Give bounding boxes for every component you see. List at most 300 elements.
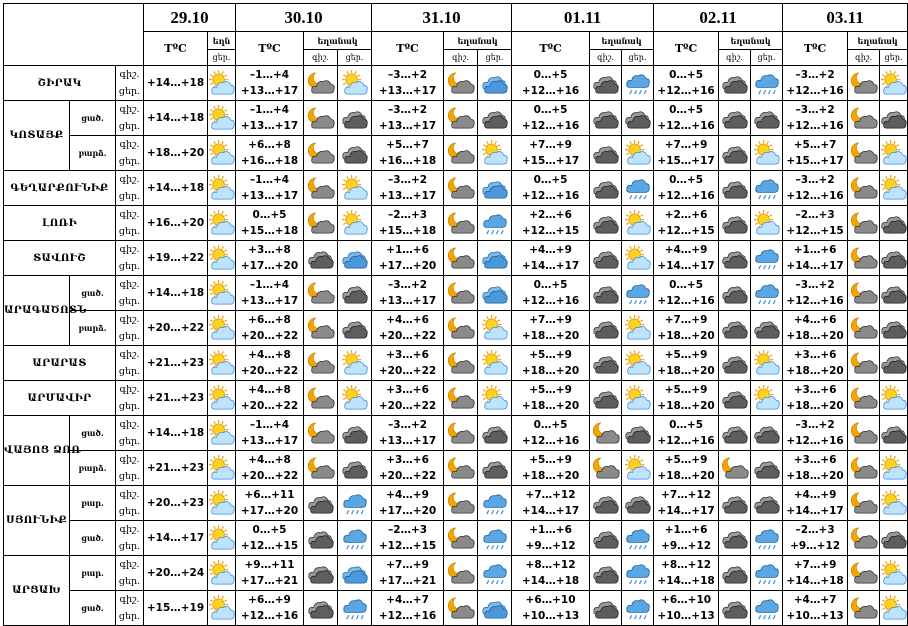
- temp-range: [512, 241, 590, 276]
- temp-range: [144, 346, 208, 381]
- temp-range: [144, 486, 208, 521]
- temp-night: –1…+4: [249, 279, 290, 291]
- weather-icon-cell: [751, 206, 783, 241]
- day-label: ցեր.: [118, 541, 141, 552]
- temp-day: +19…+22: [146, 252, 205, 264]
- weather-icon-cell: [848, 556, 880, 591]
- moon-cloud-icon: [848, 490, 879, 517]
- weather-header: եղն: [208, 32, 236, 50]
- weather-icon-cell: [208, 486, 236, 521]
- day-label: ցեր.: [118, 366, 141, 377]
- temp-day: +20…+22: [240, 330, 299, 342]
- temp-night: +6…+9: [248, 594, 291, 606]
- temp-night: –3…+2: [387, 174, 428, 186]
- cloud-dark-icon: [719, 385, 750, 412]
- region-name: ՇԻՐԱԿ: [4, 66, 116, 101]
- weather-icon-cell: [478, 276, 512, 311]
- temp-day: +18…+20: [657, 470, 715, 482]
- temp-night: +4…+9: [793, 489, 837, 501]
- weather-icon-cell: [719, 206, 751, 241]
- temp-range: [783, 381, 848, 416]
- weather-icon-cell: [590, 101, 622, 136]
- temp-night: –3…+2: [795, 69, 835, 81]
- weather-icon-cell: [478, 136, 512, 171]
- sun-cloud-icon: [880, 560, 907, 587]
- sun-cloud-icon: [751, 350, 782, 377]
- temp-day: +14…+18: [146, 427, 205, 439]
- moon-cloud-icon: [304, 140, 337, 167]
- weather-icon-cell: [444, 521, 478, 556]
- temp-night: +1…+6: [664, 524, 708, 536]
- region-row: [4, 521, 908, 556]
- weather-icon-cell: [622, 311, 654, 346]
- moon-cloud-icon: [848, 385, 879, 412]
- weather-icon-cell: [478, 486, 512, 521]
- weather-icon-cell: [208, 416, 236, 451]
- terrain-label: բար.: [70, 556, 116, 591]
- weather-icon-cell: [444, 556, 478, 591]
- weather-icon-cell: [338, 276, 372, 311]
- sun-cloud-icon: [208, 280, 235, 307]
- temp-night: +8…+12: [661, 559, 712, 571]
- temp-day: +15…+17: [786, 155, 844, 167]
- weather-icon-cell: [478, 381, 512, 416]
- temp-range: [236, 486, 304, 521]
- daypart-cell: [116, 381, 144, 416]
- sun-cloud-icon: [338, 70, 371, 97]
- region-row: [4, 101, 908, 136]
- temp-night: +5…+9: [664, 349, 708, 361]
- temp-range: [783, 311, 848, 346]
- temp-range: [512, 416, 590, 451]
- weather-icon-cell: [338, 311, 372, 346]
- weather-forecast-table: [3, 3, 908, 626]
- weather-icon-cell: [590, 136, 622, 171]
- temp-range: [144, 556, 208, 591]
- temp-range: [236, 451, 304, 486]
- moon-cloud-icon: [848, 595, 879, 622]
- temp-range: [236, 66, 304, 101]
- moon-cloud-icon: [444, 385, 477, 412]
- sun-cloud-icon: [208, 315, 235, 342]
- weather-icon-cell: [880, 136, 908, 171]
- cloud-blue-icon: [478, 280, 511, 307]
- temp-night: –1…+4: [249, 174, 290, 186]
- cloud-dark-icon: [751, 455, 782, 482]
- temp-day: +9…+12: [661, 540, 712, 552]
- temp-range: [372, 381, 444, 416]
- temp-night: –3…+2: [795, 279, 835, 291]
- weather-icon-cell: [444, 591, 478, 626]
- region-name: ԳԵՂԱՐՔՈՒՆԻՔ: [4, 171, 116, 206]
- sun-cloud-icon: [622, 385, 653, 412]
- cloud-dark-icon: [590, 525, 621, 552]
- weather-icon-cell: [880, 241, 908, 276]
- day-label: ցեր.: [751, 50, 783, 66]
- temp-night: +4…+6: [386, 314, 429, 326]
- weather-icon-cell: [478, 66, 512, 101]
- temp-range: [512, 66, 590, 101]
- moon-cloud-icon: [848, 280, 879, 307]
- weather-icon-cell: [719, 451, 751, 486]
- cloud-dark-icon: [590, 105, 621, 132]
- region-name: ԿՈՏԱՅՔ: [4, 101, 70, 171]
- temp-night: –3…+2: [387, 104, 428, 116]
- temp-day: +12…+16: [521, 120, 580, 132]
- cloud-dark-icon: [590, 280, 621, 307]
- weather-icon-cell: [880, 381, 908, 416]
- date-header: 30.10: [236, 4, 372, 32]
- night-label: գիշ.: [304, 50, 338, 66]
- weather-icon-cell: [719, 171, 751, 206]
- temp-day: +9…+12: [790, 540, 841, 552]
- cloud-dark-icon: [338, 140, 371, 167]
- weather-icon-cell: [208, 171, 236, 206]
- rain-icon: [338, 490, 371, 517]
- temp-day: +13…+17: [378, 85, 437, 97]
- sun-cloud-icon: [338, 350, 371, 377]
- temp-day: +18…+20: [786, 400, 844, 412]
- sun-cloud-icon: [880, 140, 907, 167]
- cloud-blue-icon: [478, 70, 511, 97]
- temp-day: +20…+22: [240, 365, 299, 377]
- cloud-dark-icon: [478, 105, 511, 132]
- temp-night: +1…+6: [793, 244, 837, 256]
- temp-header: TºC: [512, 32, 590, 66]
- sun-cloud-icon: [208, 175, 235, 202]
- weather-icon-cell: [622, 136, 654, 171]
- sun-cloud-icon: [751, 140, 782, 167]
- temp-day: +14…+17: [146, 532, 205, 544]
- night-label: գիշ.: [119, 489, 140, 500]
- temp-range: [144, 66, 208, 101]
- weather-icon-cell: [444, 311, 478, 346]
- weather-icon-cell: [444, 206, 478, 241]
- weather-icon-cell: [622, 416, 654, 451]
- temp-range: [236, 276, 304, 311]
- temp-day: +17…+20: [378, 260, 437, 272]
- weather-icon-cell: [590, 171, 622, 206]
- cloud-dark-icon: [719, 210, 750, 237]
- temp-range: [512, 101, 590, 136]
- temp-day: +13…+17: [240, 85, 299, 97]
- night-label: գիշ.: [119, 594, 140, 605]
- night-label: գիշ.: [119, 244, 140, 255]
- temp-night: +7…+12: [525, 489, 576, 501]
- temp-range: [654, 521, 719, 556]
- weather-icon-cell: [880, 451, 908, 486]
- region-row: [4, 206, 908, 241]
- weather-icon-cell: [590, 486, 622, 521]
- temp-range: [372, 276, 444, 311]
- temp-day: +18…+20: [521, 400, 580, 412]
- temp-night: –2…+3: [795, 524, 835, 536]
- temp-day: +12…+16: [521, 435, 580, 447]
- temp-night: +4…+7: [793, 594, 837, 606]
- moon-cloud-icon: [848, 245, 879, 272]
- day-label: ցեր.: [118, 86, 141, 97]
- terrain-label: բար.: [70, 486, 116, 521]
- cloud-dark-icon: [590, 210, 621, 237]
- night-label: գիշ.: [590, 50, 622, 66]
- temp-range: [236, 521, 304, 556]
- temp-range: [372, 66, 444, 101]
- temp-range: [144, 206, 208, 241]
- temp-range: [512, 171, 590, 206]
- weather-icon-cell: [751, 346, 783, 381]
- temp-night: –1…+4: [249, 69, 290, 81]
- rain-icon: [622, 560, 653, 587]
- cloud-dark-icon: [719, 245, 750, 272]
- temp-day: +10…+13: [521, 610, 580, 622]
- weather-icon-cell: [719, 66, 751, 101]
- night-label: գիշ.: [119, 454, 140, 465]
- cloud-blue-icon: [478, 175, 511, 202]
- moon-cloud-icon: [444, 490, 477, 517]
- cloud-dark-icon: [338, 420, 371, 447]
- moon-cloud-icon: [304, 350, 337, 377]
- weather-icon-cell: [478, 101, 512, 136]
- night-label: գիշ.: [119, 279, 140, 290]
- weather-icon-cell: [304, 556, 338, 591]
- weather-icon-cell: [719, 276, 751, 311]
- daypart-cell: [116, 521, 144, 556]
- weather-icon-cell: [880, 486, 908, 521]
- temp-day: +17…+21: [378, 575, 437, 587]
- weather-icon-cell: [719, 591, 751, 626]
- moon-cloud-icon: [848, 70, 879, 97]
- sun-cloud-icon: [622, 245, 653, 272]
- date-header: 31.10: [372, 4, 512, 32]
- moon-cloud-icon: [848, 455, 879, 482]
- cloud-dark-icon: [590, 140, 621, 167]
- temp-range: [236, 346, 304, 381]
- daypart-cell: [116, 486, 144, 521]
- temp-range: [144, 416, 208, 451]
- cloud-dark-icon: [590, 560, 621, 587]
- temp-night: 0…+5: [669, 104, 704, 116]
- weather-icon-cell: [622, 486, 654, 521]
- rain-icon: [751, 525, 782, 552]
- temp-range: [654, 66, 719, 101]
- weather-icon-cell: [751, 486, 783, 521]
- weather-icon-cell: [208, 346, 236, 381]
- weather-icon-cell: [751, 276, 783, 311]
- weather-icon-cell: [751, 66, 783, 101]
- sun-cloud-icon: [880, 385, 907, 412]
- weather-icon-cell: [880, 101, 908, 136]
- temp-range: [236, 556, 304, 591]
- weather-icon-cell: [478, 311, 512, 346]
- temp-night: +2…+6: [664, 209, 708, 221]
- temp-night: +5…+7: [386, 139, 429, 151]
- temp-day: +14…+17: [786, 505, 844, 517]
- temp-range: [144, 381, 208, 416]
- weather-icon-cell: [751, 521, 783, 556]
- weather-icon-cell: [304, 381, 338, 416]
- cloud-dark-icon: [478, 420, 511, 447]
- weather-icon-cell: [338, 381, 372, 416]
- temp-day: +15…+17: [657, 155, 715, 167]
- sun-cloud-icon: [208, 105, 235, 132]
- temp-day: +12…+16: [521, 190, 580, 202]
- region-row: [4, 416, 908, 451]
- moon-cloud-icon: [444, 70, 477, 97]
- cloud-dark-icon: [719, 105, 750, 132]
- terrain-label: ցած.: [70, 276, 116, 311]
- weather-icon-cell: [719, 381, 751, 416]
- weather-icon-cell: [208, 381, 236, 416]
- temp-day: +10…+13: [657, 610, 715, 622]
- region-name: ԱՐԱԳԱԾՈՏՆ: [4, 276, 70, 346]
- terrain-label: ցած.: [70, 521, 116, 556]
- temp-day: +20…+22: [378, 400, 437, 412]
- day-label: ցեր.: [118, 576, 141, 587]
- weather-icon-cell: [208, 206, 236, 241]
- temp-night: +5…+9: [529, 454, 572, 466]
- weather-icon-cell: [622, 241, 654, 276]
- weather-icon-cell: [880, 66, 908, 101]
- weather-icon-cell: [880, 171, 908, 206]
- weather-icon-cell: [719, 241, 751, 276]
- cloud-dark-icon: [590, 595, 621, 622]
- cloud-dark-icon: [719, 420, 750, 447]
- cloud-dark-icon: [880, 280, 907, 307]
- moon-cloud-icon: [444, 560, 477, 587]
- temp-day: +21…+23: [146, 392, 205, 404]
- temp-range: [372, 591, 444, 626]
- terrain-label: բարձ.: [70, 136, 116, 171]
- temp-range: [236, 591, 304, 626]
- weather-icon-cell: [304, 521, 338, 556]
- weather-icon-cell: [719, 521, 751, 556]
- weather-icon-cell: [208, 66, 236, 101]
- weather-icon-cell: [338, 486, 372, 521]
- temp-night: +3…+6: [386, 349, 429, 361]
- temp-day: +15…+19: [146, 602, 205, 614]
- temp-night: +5…+9: [664, 454, 708, 466]
- temp-night: –1…+4: [249, 419, 290, 431]
- temp-night: –3…+2: [795, 104, 835, 116]
- sun-cloud-icon: [208, 455, 235, 482]
- night-label: գիշ.: [119, 384, 140, 395]
- weather-icon-cell: [751, 556, 783, 591]
- temp-day: +20…+22: [378, 330, 437, 342]
- temp-range: [654, 276, 719, 311]
- day-label: ցեր.: [118, 226, 141, 237]
- weather-icon-cell: [848, 346, 880, 381]
- temp-day: +12…+16: [657, 85, 715, 97]
- cloud-dark-icon: [880, 525, 907, 552]
- weather-icon-cell: [478, 171, 512, 206]
- weather-icon-cell: [478, 346, 512, 381]
- weather-icon-cell: [848, 451, 880, 486]
- temp-range: [236, 171, 304, 206]
- sun-cloud-icon: [208, 350, 235, 377]
- cloud-dark-icon: [719, 560, 750, 587]
- moon-cloud-icon: [304, 280, 337, 307]
- day-label: ցեր.: [118, 506, 141, 517]
- rain-icon: [338, 525, 371, 552]
- weather-icon-cell: [848, 101, 880, 136]
- moon-cloud-icon: [444, 280, 477, 307]
- temp-range: [372, 346, 444, 381]
- moon-cloud-icon: [304, 210, 337, 237]
- sun-cloud-icon: [338, 385, 371, 412]
- temp-day: +14…+18: [146, 287, 205, 299]
- day-label: ցեր.: [118, 261, 141, 272]
- cloud-dark-icon: [304, 525, 337, 552]
- cloud-dark-icon: [719, 350, 750, 377]
- weather-header: եղանակ: [719, 32, 783, 50]
- temp-day: +12…+16: [657, 435, 715, 447]
- region-row: [4, 66, 908, 101]
- night-label: գիշ.: [719, 50, 751, 66]
- temp-day: +14…+17: [657, 260, 715, 272]
- corner-cell: [4, 4, 144, 66]
- weather-icon-cell: [590, 381, 622, 416]
- weather-icon-cell: [751, 171, 783, 206]
- weather-icon-cell: [338, 206, 372, 241]
- sun-cloud-icon: [880, 455, 907, 482]
- daypart-cell: [116, 136, 144, 171]
- cloud-dark-icon: [622, 420, 653, 447]
- temp-night: –1…+4: [249, 104, 290, 116]
- temp-header: TºC: [654, 32, 719, 66]
- temp-range: [512, 451, 590, 486]
- weather-icon-cell: [590, 66, 622, 101]
- weather-icon-cell: [304, 486, 338, 521]
- weather-icon-cell: [590, 416, 622, 451]
- temp-range: [512, 311, 590, 346]
- temp-day: +12…+16: [657, 295, 715, 307]
- cloud-dark-icon: [719, 70, 750, 97]
- temp-day: +12…+16: [521, 295, 580, 307]
- temp-range: [144, 521, 208, 556]
- moon-cloud-icon: [304, 455, 337, 482]
- rain-icon: [751, 595, 782, 622]
- rain-icon: [751, 560, 782, 587]
- temp-range: [144, 451, 208, 486]
- weather-header: եղանակ: [304, 32, 372, 50]
- temp-range: [512, 136, 590, 171]
- temp-range: [512, 521, 590, 556]
- temp-day: +17…+20: [378, 505, 437, 517]
- weather-icon-cell: [444, 66, 478, 101]
- weather-icon-cell: [338, 66, 372, 101]
- temp-range: [654, 486, 719, 521]
- temp-day: +13…+17: [378, 120, 437, 132]
- temp-night: +4…+9: [386, 489, 429, 501]
- temp-range: [512, 591, 590, 626]
- temp-header: TºC: [783, 32, 848, 66]
- cloud-blue-icon: [338, 560, 371, 587]
- sun-cloud-icon: [208, 70, 235, 97]
- temp-range: [236, 101, 304, 136]
- weather-icon-cell: [751, 381, 783, 416]
- weather-icon-cell: [478, 521, 512, 556]
- temp-range: [372, 556, 444, 591]
- weather-icon-cell: [444, 416, 478, 451]
- temp-day: +13…+17: [378, 295, 437, 307]
- night-label: գիշ.: [119, 174, 140, 185]
- day-label: ցեր.: [118, 401, 141, 412]
- temp-range: [783, 521, 848, 556]
- night-label: գիշ.: [444, 50, 478, 66]
- night-label: գիշ.: [119, 209, 140, 220]
- weather-icon-cell: [444, 101, 478, 136]
- temp-day: +14…+17: [657, 505, 715, 517]
